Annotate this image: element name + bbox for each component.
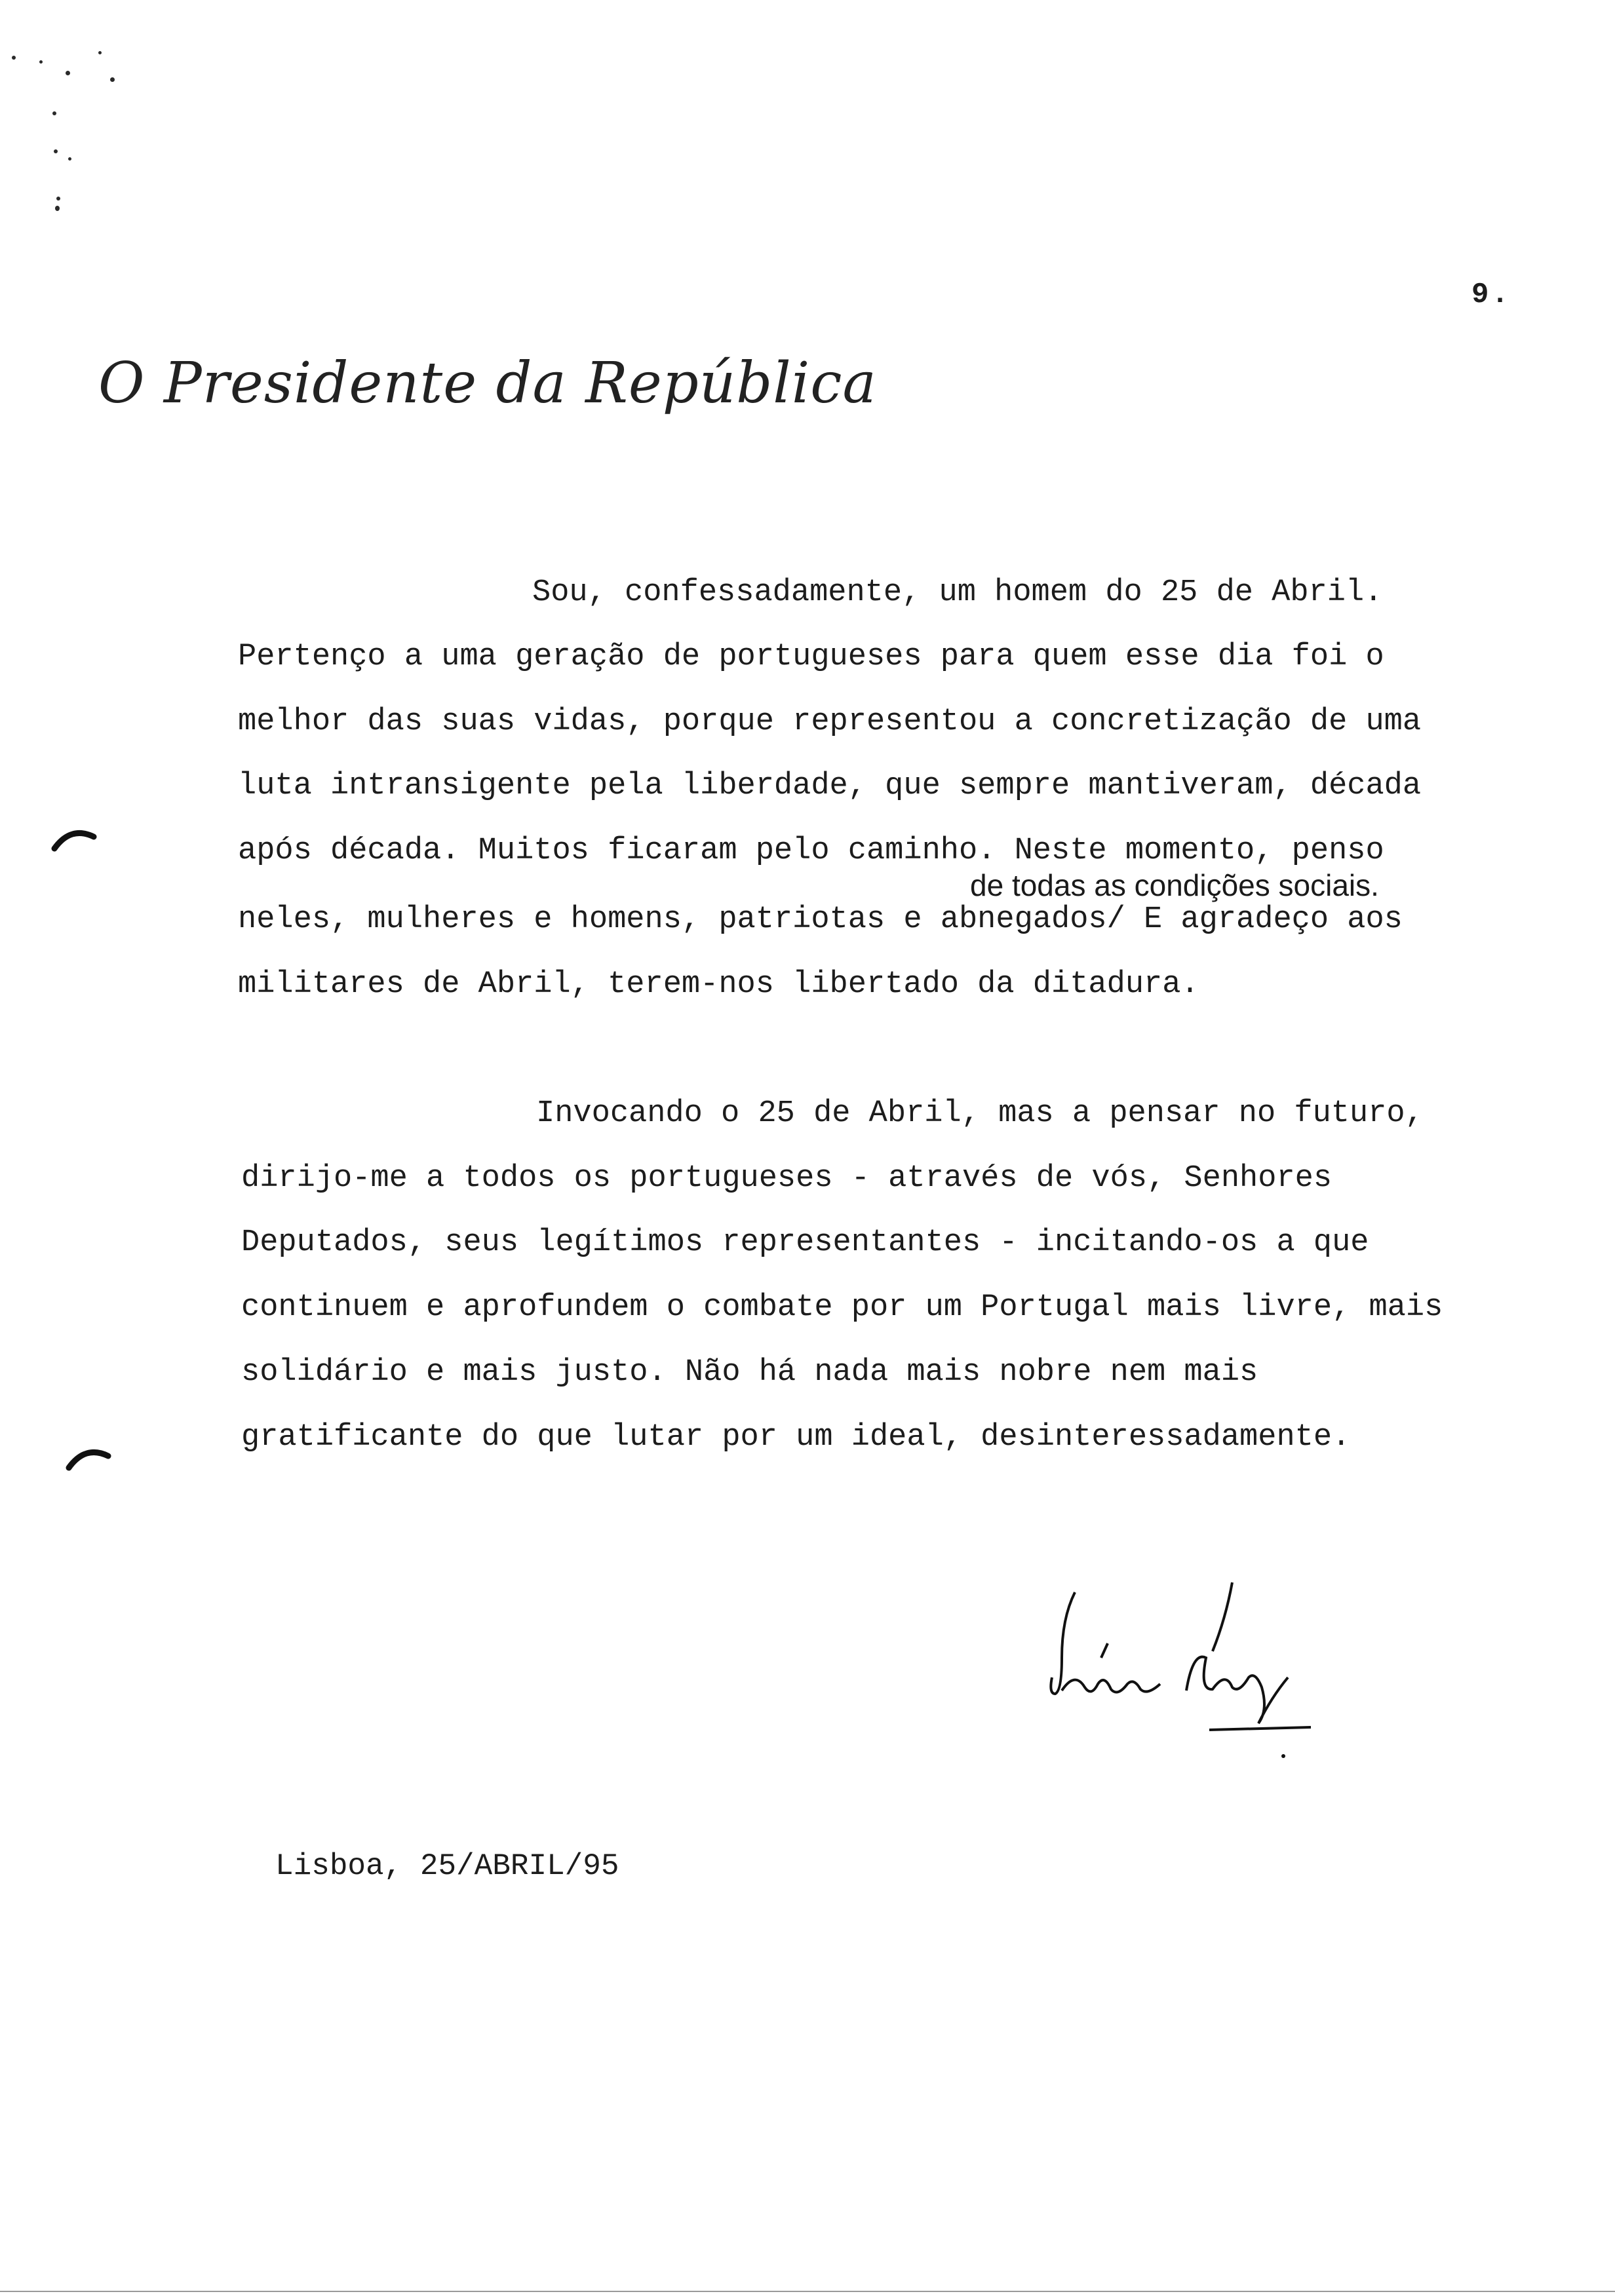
handwritten-insertion: de todas as condições sociais. <box>970 868 1379 902</box>
text-line: Sou, confessadamente, um homem do 25 de Abril. <box>532 575 1383 610</box>
text-line: gratificante do que lutar por um ideal, desinteressadamente. <box>241 1420 1351 1455</box>
scan-speck <box>68 157 71 161</box>
scan-speck <box>54 149 58 153</box>
text-line: Deputados, seus legítimos representantes - incitando-os a que <box>241 1225 1369 1260</box>
text-line: após década. Muitos ficaram pelo caminho. Neste momento, penso <box>238 833 1384 868</box>
text-line: continuem e aprofundem o combate por um Portugal mais livre, mais <box>241 1290 1443 1325</box>
scan-speck <box>52 111 56 115</box>
scan-speck <box>39 60 43 64</box>
scan-speck <box>98 51 102 54</box>
margin-arc-mark <box>66 1442 111 1474</box>
text-line: Invocando o 25 de Abril, mas a pensar no futuro, <box>536 1096 1424 1131</box>
text-line: neles, mulheres e homens, patriotas e abnegados/ E agradeço aos <box>238 902 1403 937</box>
text-line: militares de Abril, terem-nos libertado da ditadura. <box>238 967 1199 1002</box>
text-line: luta intransigente pela liberdade, que sempre mantiveram, década <box>238 769 1422 803</box>
text-line: dirijo-me a todos os portugueses - através de vós, Senhores <box>241 1161 1333 1196</box>
margin-arc-mark <box>51 822 97 855</box>
text-line: Pertenço a uma geração de portugueses para quem esse dia foi o <box>238 640 1384 674</box>
scan-speck <box>66 71 70 75</box>
place-and-date: Lisboa, 25/ABRIL/95 <box>275 1849 619 1883</box>
page-number: 9. <box>1471 278 1511 311</box>
letterhead-title: O Presidente da República <box>98 351 877 416</box>
signature <box>1036 1579 1324 1776</box>
scan-speck <box>55 206 60 211</box>
text-line: solidário e mais justo. Não há nada mais nobre nem mais <box>241 1355 1258 1390</box>
scan-speck <box>56 197 60 201</box>
page-bottom-edge <box>0 2291 1615 2292</box>
text-line: melhor das suas vidas, porque representou a concretização de uma <box>238 704 1422 739</box>
scan-speck <box>12 56 16 60</box>
scan-speck <box>110 77 115 82</box>
